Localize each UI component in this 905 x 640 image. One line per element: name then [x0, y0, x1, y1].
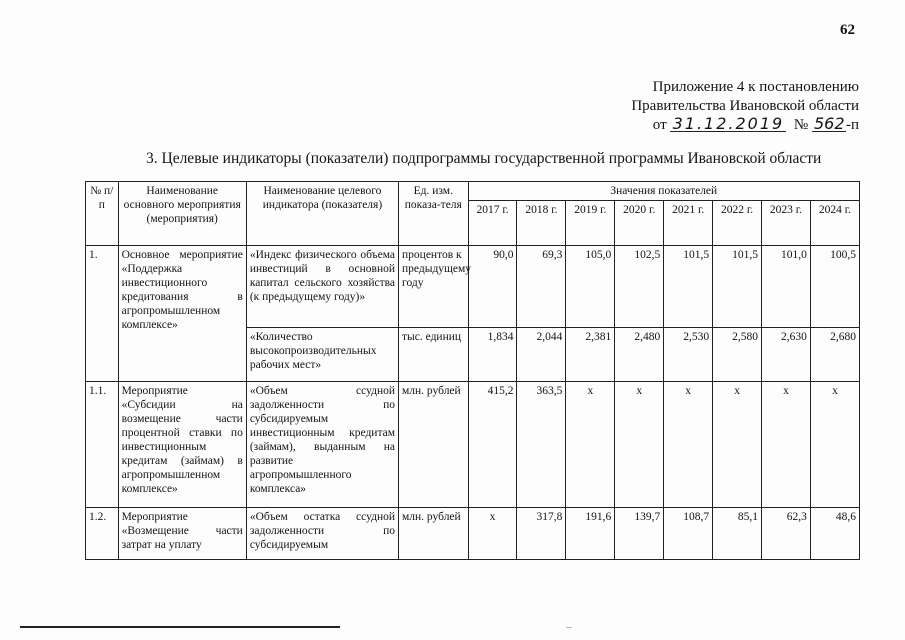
- header-year: 2023 г.: [762, 201, 811, 246]
- annex-line-1: Приложение 4 к постановлению: [652, 79, 859, 95]
- row-unit: млн. рублей: [399, 508, 469, 560]
- header-year: 2021 г.: [664, 201, 713, 246]
- table-cell: x: [615, 382, 664, 508]
- table-cell: 69,3: [517, 246, 566, 328]
- table-cell: x: [713, 382, 762, 508]
- table-cell: 101,0: [762, 246, 811, 328]
- page-number: 62: [840, 22, 855, 38]
- row-indicator: «Объем ссудной задолженности по субсидируемым инвестиционным кредитам (займам), выданным на развитие агропромышленного комплекса»: [246, 382, 398, 508]
- header-values: Значения показателей: [468, 182, 859, 201]
- table-cell: 48,6: [810, 508, 859, 560]
- number-prefix: №: [793, 117, 809, 133]
- table-cell: x: [664, 382, 713, 508]
- handwritten-date: 31.12.2019: [670, 116, 786, 132]
- table-cell: 101,5: [664, 246, 713, 328]
- table-cell: 108,7: [664, 508, 713, 560]
- table-cell: 1,834: [468, 328, 517, 382]
- header-num: № п/п: [86, 182, 119, 246]
- table-cell: 90,0: [468, 246, 517, 328]
- table-cell: 2,580: [713, 328, 762, 382]
- row-unit: процентов к предыдущему году: [399, 246, 469, 328]
- header-year: 2022 г.: [713, 201, 762, 246]
- header-row: [86, 182, 860, 201]
- header-year: 2024 г.: [810, 201, 859, 246]
- row-num: 1.: [86, 246, 119, 382]
- table-row: [86, 246, 860, 328]
- header-indicator: Наименование целевого индикатора (показателя): [246, 182, 398, 246]
- table-cell: 101,5: [713, 246, 762, 328]
- annex-line-2: Правительства Ивановской области: [631, 98, 859, 114]
- row-indicator: «Индекс физического объема инвестиций в основной капитал сельского хозяйства (к предыдущему году)»: [246, 246, 398, 328]
- row-event: Основное мероприятие «Поддержка инвестиционного кредитования в агропромышленном комплексе»: [118, 246, 246, 382]
- header-year: 2019 г.: [566, 201, 615, 246]
- table-cell: 415,2: [468, 382, 517, 508]
- annex-date-line: [631, 116, 859, 135]
- table-cell: 62,3: [762, 508, 811, 560]
- table-cell: 139,7: [615, 508, 664, 560]
- annex-block: [631, 78, 859, 135]
- row-unit: тыс. единиц: [399, 328, 469, 382]
- number-suffix: -п: [845, 117, 859, 133]
- indicators-table: [85, 181, 860, 560]
- row-unit: млн. рублей: [399, 382, 469, 508]
- table-cell: 2,530: [664, 328, 713, 382]
- table-cell: 317,8: [517, 508, 566, 560]
- table-cell: 2,480: [615, 328, 664, 382]
- header-year: 2020 г.: [615, 201, 664, 246]
- table-cell: 2,680: [810, 328, 859, 382]
- handwritten-number: 562: [813, 114, 845, 133]
- header-year: 2017 г.: [468, 201, 517, 246]
- row-event: Мероприятие «Субсидии на возмещение части процентной ставки по инвестиционным кредитам (займам) в агропромышленном комплексе»: [118, 382, 246, 508]
- table-cell: 2,044: [517, 328, 566, 382]
- header-event: Наименование основного мероприятия (мероприятия): [118, 182, 246, 246]
- table-cell: 191,6: [566, 508, 615, 560]
- date-prefix: от: [652, 117, 667, 133]
- table-row: [86, 508, 860, 560]
- table-cell: 105,0: [566, 246, 615, 328]
- section-title: 3. Целевые индикаторы (показатели) подпрограммы государственной программы Ивановской области: [146, 150, 822, 167]
- table-row: [86, 382, 860, 508]
- table-cell: x: [566, 382, 615, 508]
- table-cell: 102,5: [615, 246, 664, 328]
- table-cell: 2,630: [762, 328, 811, 382]
- table-cell: 363,5: [517, 382, 566, 508]
- table-cell: x: [762, 382, 811, 508]
- row-num: 1.1.: [86, 382, 119, 508]
- header-year: 2018 г.: [517, 201, 566, 246]
- bottom-divider: [20, 626, 340, 628]
- table-cell: 2,381: [566, 328, 615, 382]
- table-cell: 100,5: [810, 246, 859, 328]
- table-cell: x: [810, 382, 859, 508]
- table-cell: x: [468, 508, 517, 560]
- table-cell: 85,1: [713, 508, 762, 560]
- scan-speck: [566, 627, 572, 628]
- row-indicator: «Количество высокопроизводительных рабочих мест»: [246, 328, 398, 382]
- row-event: Мероприятие «Возмещение части затрат на уплату: [118, 508, 246, 560]
- header-unit: Ед. изм. показа-теля: [399, 182, 469, 246]
- row-num: 1.2.: [86, 508, 119, 560]
- row-indicator: «Объем остатка ссудной задолженности по субсидируемым: [246, 508, 398, 560]
